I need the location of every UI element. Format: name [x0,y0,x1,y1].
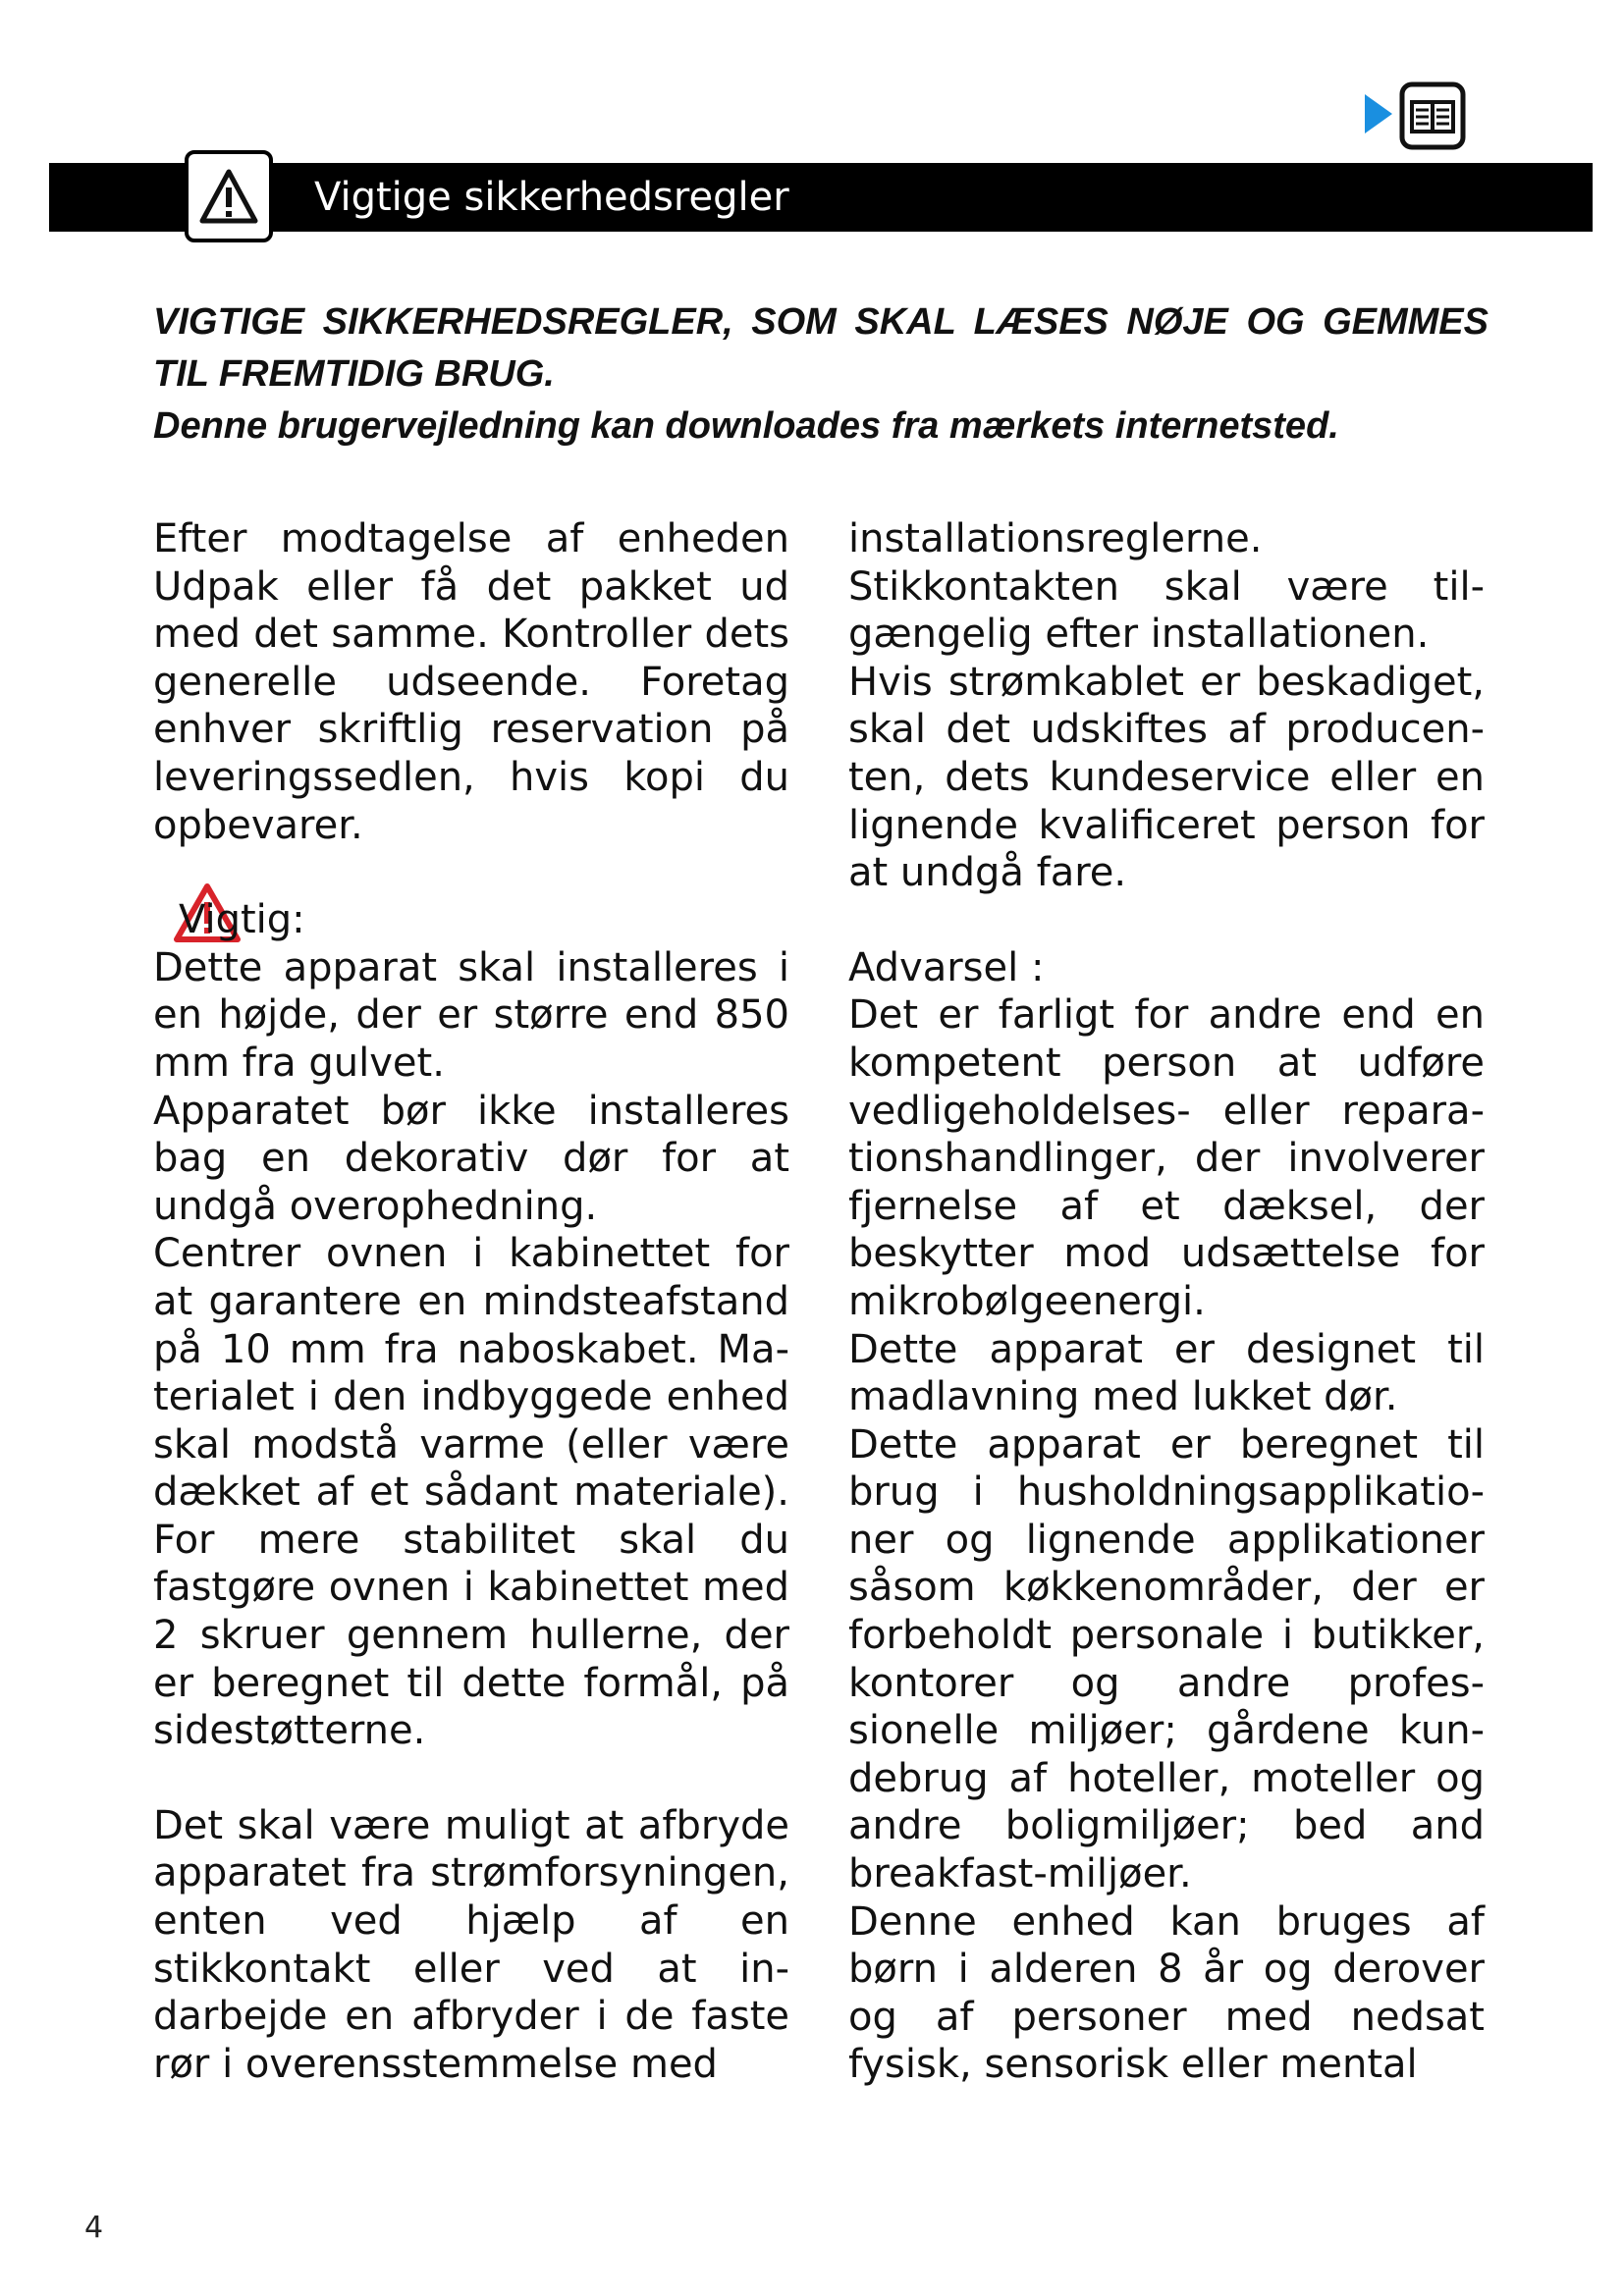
advarsel-heading: Advarsel : [848,944,1045,990]
page-number: 4 [84,2211,104,2245]
intro-warning-text: VIGTIGE SIKKERHEDSREGLER, SOM SKAL LÆSES NØJE OG GEMMES TIL FREMTIDIG BRUG. [153,301,1489,395]
intro-block [153,296,1489,453]
socket-paragraph: Stikkontakten skal være tilgængelig efter installationen. [848,563,1485,658]
installation-rules-text: installationsreglerne. [848,516,1263,561]
cable-paragraph: Hvis strømkablet er beskadiget, skal det udskiftes af producenten, dets kundeservice eller en lignende kvalificeret person for at undgå fare. [848,659,1485,896]
section-title: Vigtige sikkerhedsregler [314,175,789,220]
vigtig-label: Vigtig: [179,897,305,943]
vigtig-heading [153,896,789,944]
receipt-paragraph: Efter modtagelse af enheden Udpak eller få det pakket ud med det samme. Kontroller dets generelle udseende. Foretag enhver skriftlig reservation på leveringssedlen, hvis kopi du opbevarer. [153,516,789,848]
left-column [153,515,789,2088]
intro-download-text: Denne brugervejledning kan downloades fra mærkets internetsted. [153,405,1339,447]
closed-door-paragraph: Dette apparat er designet til madlavning med lukket dør. [848,1326,1485,1420]
height-paragraph: Dette apparat skal installeres i en højde, der er større end 850 mm fra gulvet. [153,944,789,1086]
cabinet-paragraph: Centrer ovnen i kabinettet for at garantere en mindsteafstand på 10 mm fra naboskabet. Materialet i den indbyggede enhed skal modstå varme (eller være dækket af et sådant materiale). For mere stabilitet skal du fastgøre ovnen i kabinettet med 2 skruer gennem hullerne, der er beregnet til dette formål, på sidestøtterne. [153,1231,789,1754]
maintenance-paragraph: Det er farligt for andre end en kompetent person at udføre vedligeholdelses- eller reparationshandlinger, der involverer fjernelse af et dæksel, der beskytter mod udsættelse for mikrobølgeenergi. [848,992,1485,1324]
household-paragraph: Dette apparat er beregnet til brug i husholdningsapplikationer og lignende applikationer såsom køkkenområder, der er forbeholdt personale i butikker, kontorer og andre professionelle miljøer; gårdene kundebrug af hoteller, moteller og andre boligmiljøer; bed and breakfast-miljøer. [848,1421,1485,1897]
right-column [848,515,1485,2089]
door-paragraph: Apparatet bør ikke installeres bag en dekorativ dør for at undgå overophedning. [153,1088,789,1229]
power-disconnect-paragraph: Det skal være muligt at afbryde apparatet fra strømforsyningen, enten ved hjælp af en stikkontakt eller ved at indarbejde en afbryder i de faste rør i overensstemmelse med [153,1802,789,2087]
children-paragraph: Denne enhed kan bruges af børn i alderen 8 år og derover og af personer med nedsat fysisk, sensorisk eller mental [848,1898,1485,2088]
play-arrow-icon [1365,94,1392,133]
section-header-bar [49,163,1593,232]
warning-triangle-icon [185,150,273,242]
manual-book-icon [1353,77,1481,155]
